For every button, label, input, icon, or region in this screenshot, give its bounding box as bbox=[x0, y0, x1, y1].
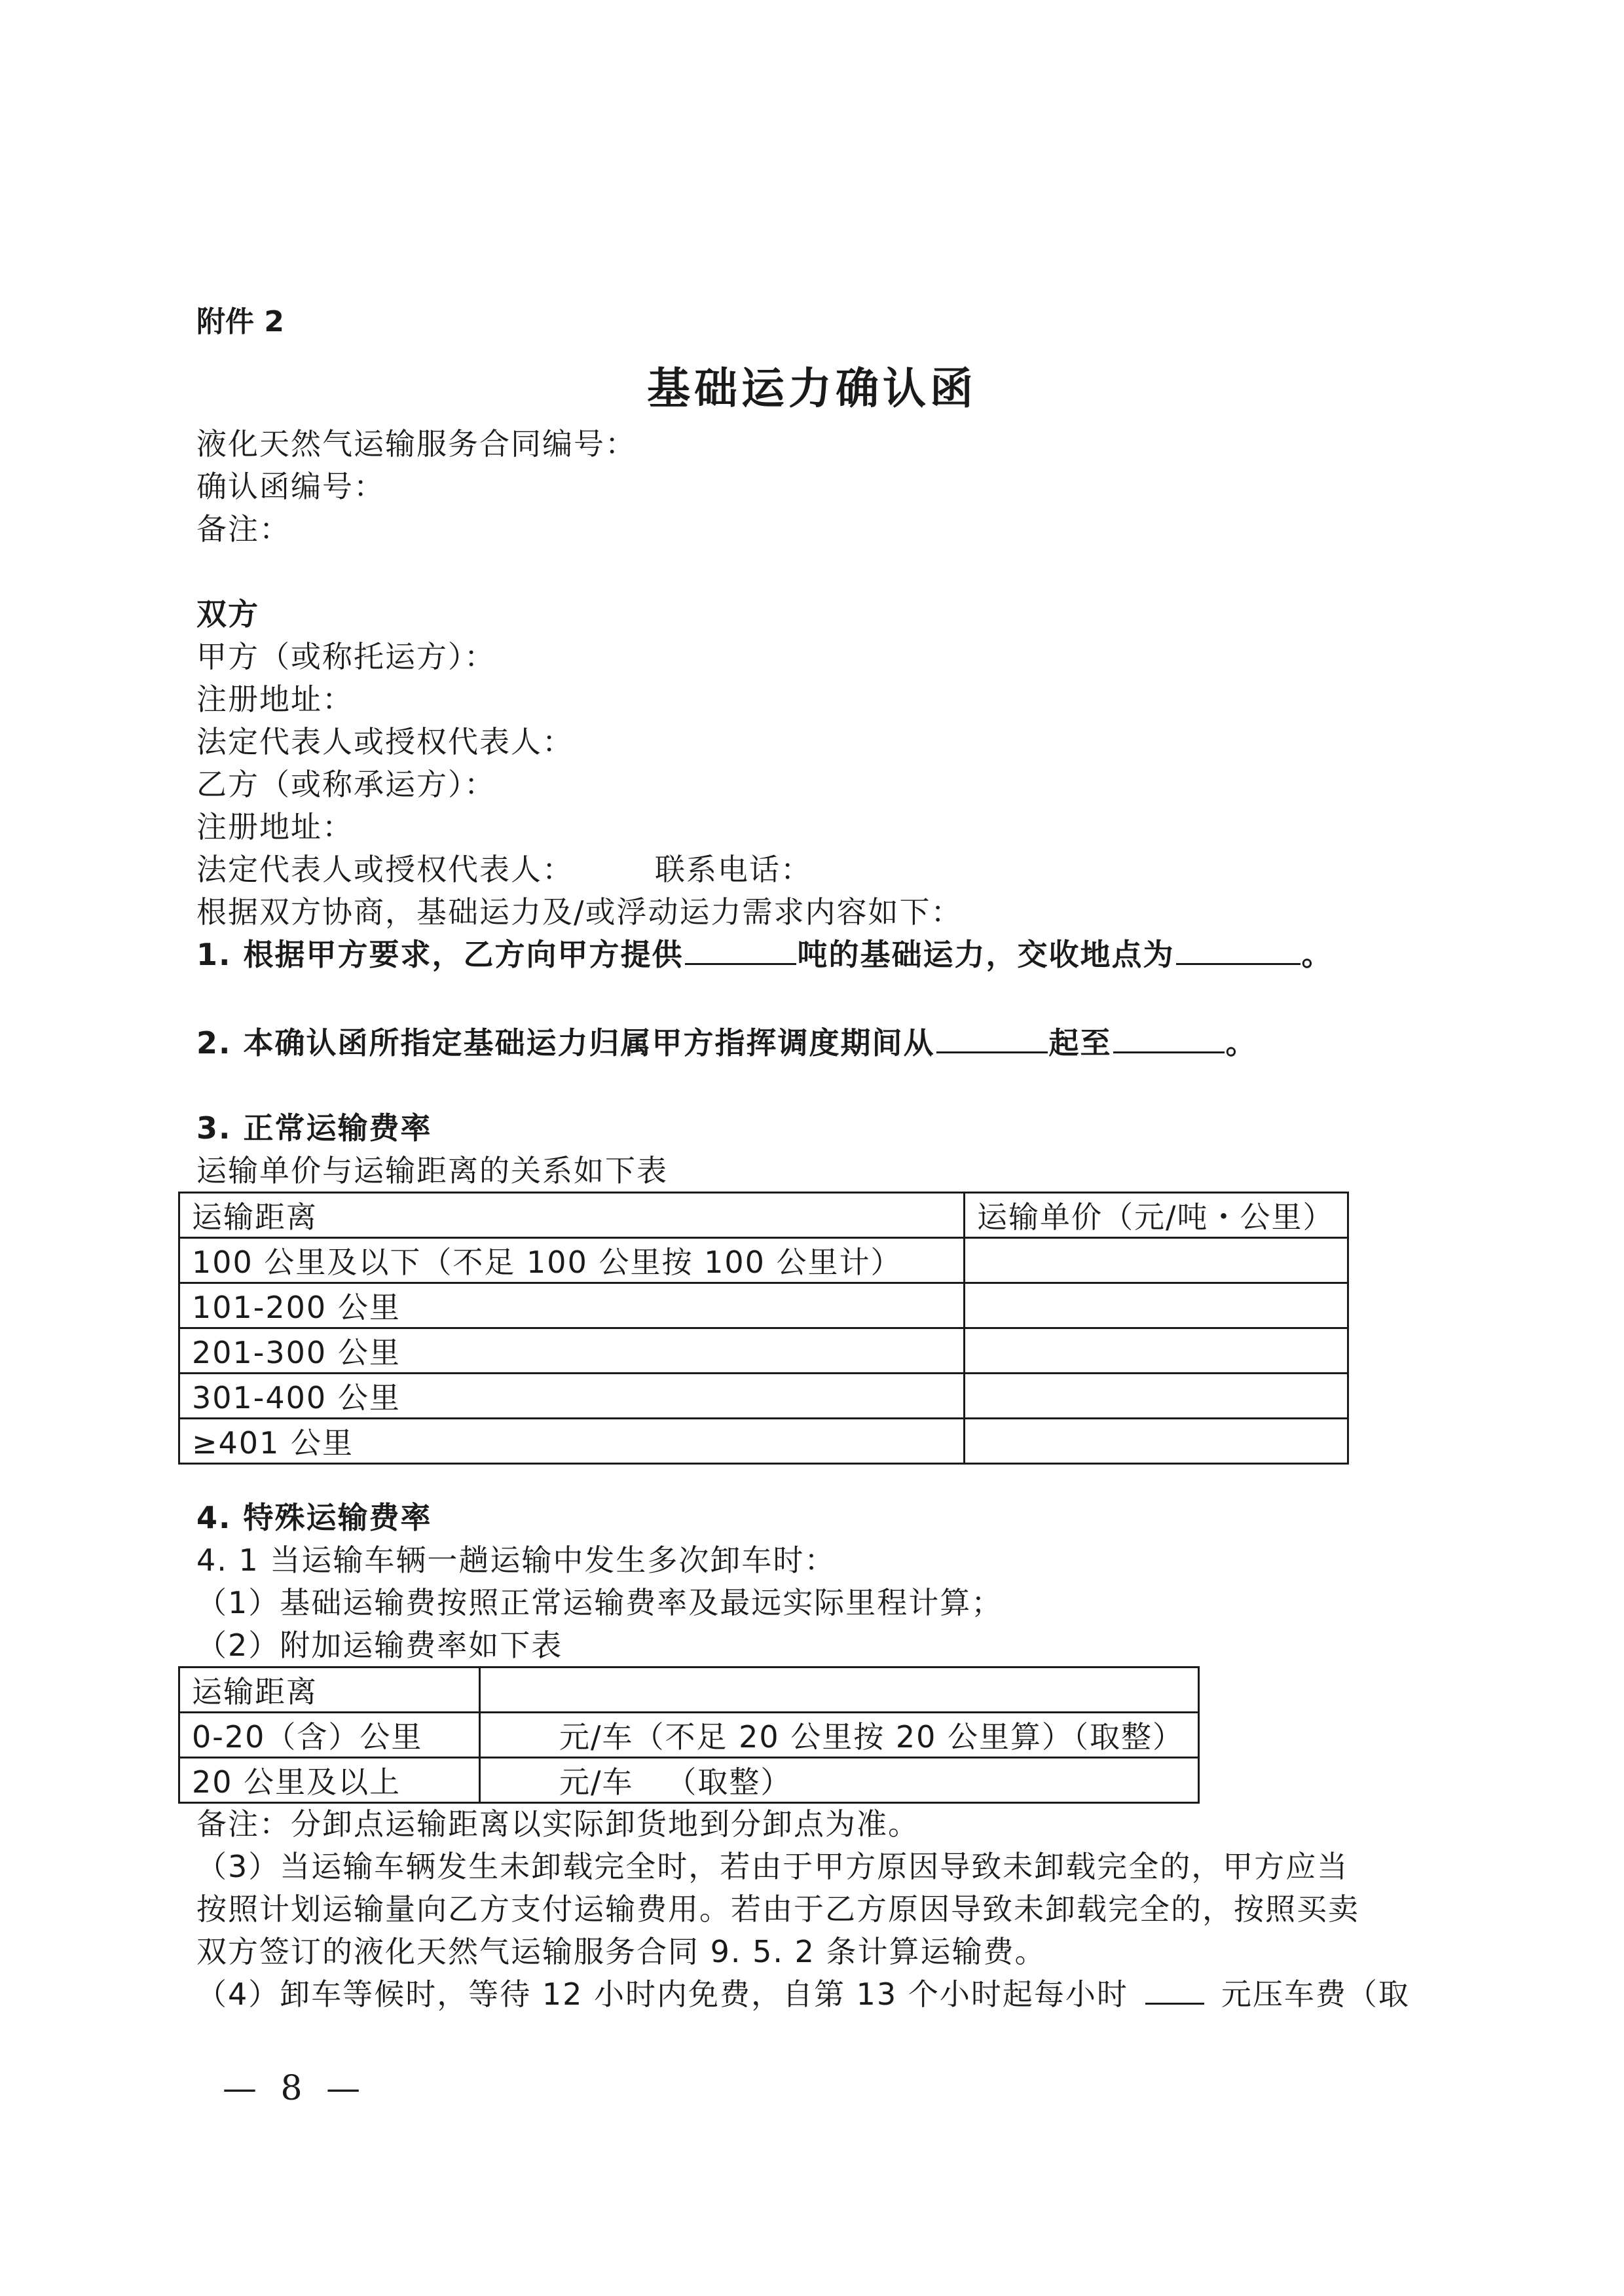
letter-number-label: 确认函编号： bbox=[196, 469, 385, 504]
distance-cell: 100 公里及以下（不足 100 公里按 100 公里计） bbox=[179, 1238, 965, 1283]
item4-heading: 4. 特殊运输费率 bbox=[196, 1500, 432, 1535]
page-title: 基础运力确认函 bbox=[647, 363, 977, 414]
phone-label: 联系电话： bbox=[655, 852, 812, 887]
item4-1-3-line1: （3）当运输车辆发生未卸载完全时，若由于甲方原因导致未卸载完全的，甲方应当 bbox=[196, 1849, 1349, 1884]
item4-1-4-text-end: 元压车费（取 bbox=[1221, 1977, 1410, 2012]
distance-cell: 101-200 公里 bbox=[179, 1283, 965, 1328]
table-row bbox=[179, 1238, 1348, 1283]
remark-label: 备注： bbox=[196, 511, 291, 547]
distance-cell: 201-300 公里 bbox=[179, 1328, 965, 1374]
unit-price-cell bbox=[965, 1419, 1348, 1464]
page-number: — 8 — bbox=[223, 2069, 367, 2108]
column-header-unit-price: 运输单价（元/吨・公里） bbox=[965, 1193, 1348, 1238]
party-b-label: 乙方（或称承运方）： bbox=[196, 767, 496, 802]
column-header-distance: 运输距离 bbox=[179, 1667, 480, 1713]
contract-number-label: 液化天然气运输服务合同编号： bbox=[196, 426, 637, 462]
item4-1-1-paragraph: （1）基础运输费按照正常运输费率及最远实际里程计算； bbox=[196, 1585, 1003, 1620]
item2-text-start: 2. 本确认函所指定基础运力归属甲方指挥调度期间从 bbox=[196, 1025, 935, 1061]
parties-heading: 双方 bbox=[196, 596, 259, 632]
rate-cell: 元/车（不足 20 公里按 20 公里算）（取整） bbox=[480, 1713, 1199, 1758]
delivery-location-blank bbox=[1176, 937, 1301, 965]
demurrage-fee-blank bbox=[1145, 1977, 1204, 2005]
party-a-label: 甲方（或称托运方）： bbox=[196, 639, 496, 674]
table-row bbox=[179, 1374, 1348, 1419]
unit-price-cell bbox=[965, 1374, 1348, 1419]
normal-rate-table bbox=[178, 1192, 1349, 1465]
item1-paragraph bbox=[196, 933, 1333, 976]
column-header-rate bbox=[480, 1667, 1199, 1713]
table-header-row bbox=[179, 1193, 1348, 1238]
split-unload-note: 备注：分卸点运输距离以实际卸货地到分卸点为准。 bbox=[196, 1806, 919, 1842]
rate-cell: 元/车 （取整） bbox=[480, 1758, 1199, 1803]
item1-text-end: 。 bbox=[1301, 937, 1333, 972]
item4-1-2-paragraph: （2）附加运输费率如下表 bbox=[196, 1628, 563, 1663]
table-row bbox=[179, 1713, 1199, 1758]
item2-text-end: 。 bbox=[1225, 1025, 1257, 1061]
intro-paragraph: 根据双方协商，基础运力及/或浮动运力需求内容如下： bbox=[196, 894, 963, 930]
party-a-representative-label: 法定代表人或授权代表人： bbox=[196, 724, 574, 759]
party-b-representative-label: 法定代表人或授权代表人： bbox=[196, 852, 574, 887]
table-row bbox=[179, 1328, 1348, 1374]
table-row bbox=[179, 1283, 1348, 1328]
party-a-address-label: 注册地址： bbox=[196, 682, 354, 717]
column-header-distance: 运输距离 bbox=[179, 1193, 965, 1238]
table-row bbox=[179, 1419, 1348, 1464]
party-b-address-label: 注册地址： bbox=[196, 809, 354, 845]
item4-1-3-line3: 双方签订的液化天然气运输服务合同 9. 5. 2 条计算运输费。 bbox=[196, 1934, 1046, 1969]
additional-rate-table bbox=[178, 1666, 1200, 1804]
distance-cell: ≥401 公里 bbox=[179, 1419, 965, 1464]
item3-heading: 3. 正常运输费率 bbox=[196, 1110, 432, 1146]
distance-cell: 301-400 公里 bbox=[179, 1374, 965, 1419]
table-row bbox=[179, 1758, 1199, 1803]
distance-cell: 20 公里及以上 bbox=[179, 1758, 480, 1803]
item2-paragraph bbox=[196, 1021, 1257, 1065]
item4-1-paragraph: 4. 1 当运输车辆一趟运输中发生多次卸车时： bbox=[196, 1542, 836, 1578]
unit-price-cell bbox=[965, 1328, 1348, 1374]
tonnage-blank bbox=[685, 937, 796, 965]
unit-price-cell bbox=[965, 1238, 1348, 1283]
item4-1-4-paragraph bbox=[196, 1973, 1410, 2016]
start-date-blank bbox=[936, 1025, 1048, 1053]
end-date-blank bbox=[1113, 1025, 1225, 1053]
item2-text-middle: 起至 bbox=[1048, 1025, 1112, 1061]
table-header-row bbox=[179, 1667, 1199, 1713]
unit-price-cell bbox=[965, 1283, 1348, 1328]
item4-1-4-text-start: （4）卸车等候时，等待 12 小时内免费，自第 13 个小时起每小时 bbox=[196, 1977, 1128, 2012]
item4-1-3-line2: 按照计划运输量向乙方支付运输费用。若由于乙方原因导致未卸载完全的，按照买卖 bbox=[196, 1891, 1359, 1927]
item1-text-middle: 吨的基础运力，交收地点为 bbox=[797, 937, 1175, 972]
attachment-label: 附件 2 bbox=[196, 305, 284, 338]
item3-caption: 运输单价与运输距离的关系如下表 bbox=[196, 1153, 668, 1188]
distance-cell: 0-20（含）公里 bbox=[179, 1713, 480, 1758]
item1-text-start: 1. 根据甲方要求，乙方向甲方提供 bbox=[196, 937, 684, 972]
